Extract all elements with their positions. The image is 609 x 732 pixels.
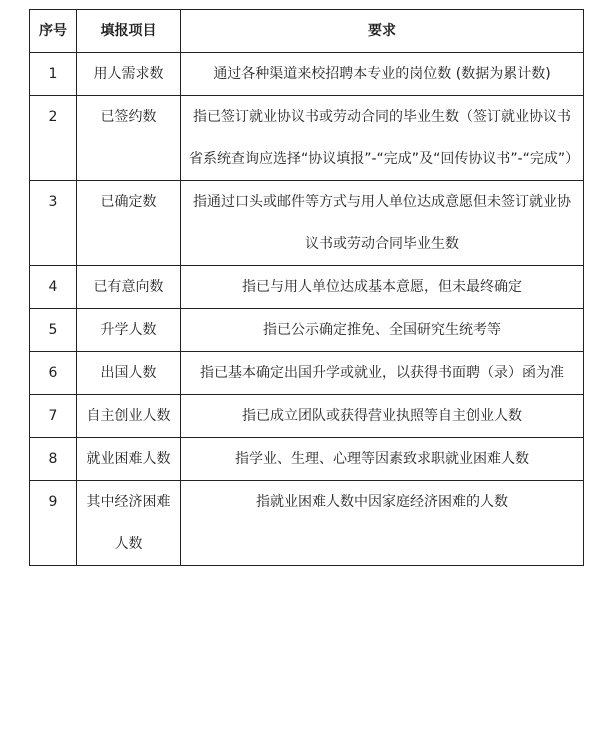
row-item: 其中经济困难人数	[77, 481, 181, 566]
row-number: 7	[30, 395, 77, 438]
table-row	[30, 352, 584, 395]
row-item: 已确定数	[77, 181, 181, 266]
table-row	[30, 481, 584, 566]
row-number: 5	[30, 309, 77, 352]
row-requirement: 通过各种渠道来校招聘本专业的岗位数 (数据为累计数)	[181, 53, 584, 96]
table-row	[30, 266, 584, 309]
row-number: 6	[30, 352, 77, 395]
header-row	[30, 10, 584, 53]
requirements-table	[29, 9, 584, 566]
row-item: 自主创业人数	[77, 395, 181, 438]
table-row	[30, 395, 584, 438]
row-requirement: 指已与用人单位达成基本意愿，但未最终确定	[181, 266, 584, 309]
row-item: 就业困难人数	[77, 438, 181, 481]
row-requirement: 指已签订就业协议书或劳动合同的毕业生数（签订就业协议书省系统查询应选择“协议填报”-“完成”及“回传协议书”-“完成”）	[181, 96, 584, 181]
header-serial-number: 序号	[30, 10, 77, 53]
row-number: 9	[30, 481, 77, 566]
row-number: 1	[30, 53, 77, 96]
row-number: 2	[30, 96, 77, 181]
row-number: 3	[30, 181, 77, 266]
header-report-item: 填报项目	[77, 10, 181, 53]
row-item: 已有意向数	[77, 266, 181, 309]
row-requirement: 指通过口头或邮件等方式与用人单位达成意愿但未签订就业协议书或劳动合同毕业生数	[181, 181, 584, 266]
row-requirement: 指就业困难人数中因家庭经济困难的人数	[181, 481, 584, 566]
row-item: 升学人数	[77, 309, 181, 352]
row-requirement: 指已公示确定推免、全国研究生统考等	[181, 309, 584, 352]
row-requirement: 指已成立团队或获得营业执照等自主创业人数	[181, 395, 584, 438]
row-number: 8	[30, 438, 77, 481]
row-item: 用人需求数	[77, 53, 181, 96]
header-requirement: 要求	[181, 10, 584, 53]
row-item: 出国人数	[77, 352, 181, 395]
table-row	[30, 309, 584, 352]
table-body	[30, 53, 584, 566]
table-row	[30, 181, 584, 266]
table-row	[30, 53, 584, 96]
row-item: 已签约数	[77, 96, 181, 181]
row-requirement: 指已基本确定出国升学或就业，以获得书面聘（录）函为准	[181, 352, 584, 395]
table-row	[30, 438, 584, 481]
row-number: 4	[30, 266, 77, 309]
table-row	[30, 96, 584, 181]
row-requirement: 指学业、生理、心理等因素致求职就业困难人数	[181, 438, 584, 481]
table-header	[30, 10, 584, 53]
